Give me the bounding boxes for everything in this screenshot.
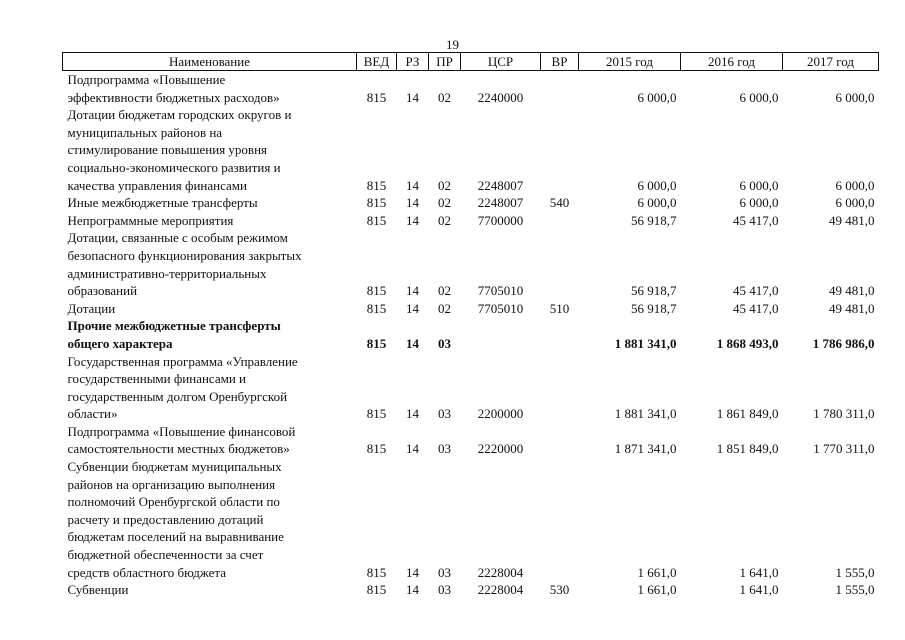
row-name-line: Подпрограмма «Повышение	[67, 72, 226, 87]
row-name-line: Иные межбюджетные трансферты	[67, 195, 258, 211]
row-name	[63, 212, 357, 230]
row-name-line: стимулирование повышения уровня	[67, 142, 268, 158]
row-name-line: области»	[67, 406, 118, 422]
cell-y2015: 56 918,7	[631, 283, 677, 299]
header-rz: РЗ	[397, 53, 429, 71]
cell-rz: 14	[406, 283, 419, 299]
cell-y2017: 6 000,0	[835, 177, 875, 193]
row-name-line: безопасного функционирования закрытых	[67, 247, 302, 263]
row-name-line: полномочий Оренбургской области по	[67, 494, 280, 510]
cell-y2015: 1 871 341,0	[614, 441, 677, 457]
cell-rz: 14	[406, 582, 419, 598]
cell-y2017: 1 780 311,0	[813, 406, 875, 422]
table-row	[63, 106, 879, 194]
cell-y2015: 56 918,7	[631, 300, 677, 316]
row-name-line: расчету и предоставлению дотаций	[67, 511, 264, 527]
row-name-line: социально-экономического развития и	[67, 159, 281, 175]
cell-ved: 815	[366, 582, 387, 598]
header-vr: ВР	[541, 53, 579, 71]
row-name-line: самостоятельности местных бюджетов»	[67, 441, 290, 457]
cell-ved: 815	[366, 89, 387, 105]
cell-vr: 540	[549, 195, 570, 211]
row-name	[63, 317, 357, 352]
header-pr: ПР	[429, 53, 461, 71]
row-name-line: Государственная программа «Управление	[67, 353, 298, 369]
cell-ved: 815	[366, 195, 387, 211]
row-name-line: Дотации	[67, 300, 116, 316]
row-name-line: Непрограммные мероприятия	[67, 212, 234, 228]
row-name	[63, 106, 357, 194]
cell-rz: 14	[406, 177, 419, 193]
row-name-line: Субвенции бюджетам муниципальных	[67, 459, 282, 475]
table-row	[63, 458, 879, 581]
cell-rz: 14	[406, 212, 419, 228]
cell-y2017: 49 481,0	[829, 283, 875, 299]
cell-y2016: 45 417,0	[733, 283, 779, 299]
cell-y2015: 1 881 341,0	[614, 335, 677, 351]
cell-csr	[461, 317, 541, 352]
cell-y2016: 1 641,0	[739, 582, 779, 598]
cell-csr: 7700000	[477, 212, 524, 228]
cell-csr: 7705010	[477, 283, 524, 299]
cell-csr: 7705010	[477, 300, 524, 316]
row-name-line: Дотации, связанные с особым режимом	[67, 230, 288, 246]
cell-y2016: 45 417,0	[733, 212, 779, 228]
row-name	[63, 353, 357, 423]
cell-y2017: 1 770 311,0	[813, 441, 875, 457]
row-name-line: эффективности бюджетных расходов»	[67, 89, 280, 105]
row-name	[63, 71, 357, 107]
cell-vr	[541, 317, 579, 352]
header-2017: 2017 год	[783, 53, 879, 71]
row-name	[63, 423, 357, 458]
cell-csr: 2220000	[477, 441, 524, 457]
cell-y2015: 1 881 341,0	[614, 406, 677, 422]
table-row	[63, 581, 879, 599]
cell-csr: 2228004	[477, 564, 524, 580]
cell-y2016: 1 861 849,0	[716, 406, 779, 422]
table-header	[63, 53, 879, 71]
cell-ved: 815	[366, 300, 387, 316]
cell-csr: 2200000	[477, 406, 524, 422]
header-2016: 2016 год	[681, 53, 783, 71]
cell-y2017: 49 481,0	[829, 212, 875, 228]
row-name	[63, 194, 357, 212]
cell-ved: 815	[366, 283, 387, 299]
row-name-line: бюджетной обеспеченности за счет	[67, 547, 264, 563]
cell-vr	[541, 458, 579, 581]
cell-y2016: 1 641,0	[739, 564, 779, 580]
row-name-line: государственным долгом Оренбургской	[67, 388, 288, 404]
header-csr: ЦСР	[461, 53, 541, 71]
row-name-line: районов на организацию выполнения	[67, 476, 276, 492]
cell-vr	[541, 423, 579, 458]
row-name-line: Прочие межбюджетные трансферты	[67, 318, 281, 334]
cell-y2016: 1 868 493,0	[716, 335, 779, 351]
cell-pr: 03	[438, 406, 451, 422]
cell-y2017: 1 786 986,0	[812, 335, 875, 351]
cell-csr: 2228004	[477, 582, 524, 598]
cell-y2017: 6 000,0	[835, 195, 875, 211]
row-name	[63, 229, 357, 299]
cell-rz: 14	[406, 335, 419, 351]
cell-csr: 2240000	[477, 89, 524, 105]
cell-vr: 510	[549, 300, 570, 316]
row-name-line: Подпрограмма «Повышение финансовой	[67, 423, 296, 439]
cell-pr: 02	[438, 89, 451, 105]
cell-pr: 02	[438, 177, 451, 193]
row-name-line: государственными финансами и	[67, 371, 247, 387]
cell-vr	[541, 212, 579, 230]
cell-csr: 2248007	[477, 195, 524, 211]
row-name-line: Дотации бюджетам городских округов и	[67, 107, 292, 123]
cell-y2015: 6 000,0	[637, 195, 677, 211]
row-name	[63, 300, 357, 318]
cell-y2016: 6 000,0	[739, 195, 779, 211]
cell-vr	[541, 71, 579, 107]
cell-pr: 03	[438, 582, 451, 598]
row-name	[63, 458, 357, 581]
cell-vr	[541, 229, 579, 299]
cell-y2015: 6 000,0	[637, 177, 677, 193]
table-row	[63, 194, 879, 212]
cell-y2016: 6 000,0	[739, 89, 779, 105]
table-row	[63, 300, 879, 318]
table-row	[63, 317, 879, 352]
table-body	[63, 71, 879, 599]
cell-rz: 14	[406, 441, 419, 457]
cell-y2015: 1 661,0	[637, 582, 677, 598]
cell-rz: 14	[406, 300, 419, 316]
cell-vr: 530	[549, 582, 570, 598]
cell-ved: 815	[366, 212, 387, 228]
cell-pr: 02	[438, 195, 451, 211]
cell-pr: 02	[438, 283, 451, 299]
cell-rz: 14	[406, 564, 419, 580]
table-row	[63, 423, 879, 458]
cell-ved: 815	[366, 441, 387, 457]
row-name-line: качества управления финансами	[67, 177, 247, 193]
cell-ved: 815	[366, 335, 387, 351]
cell-pr: 02	[438, 300, 451, 316]
cell-pr: 03	[438, 335, 451, 351]
cell-pr: 03	[438, 441, 451, 457]
cell-y2016: 1 851 849,0	[716, 441, 779, 457]
budget-table	[62, 52, 879, 599]
cell-y2016: 45 417,0	[733, 300, 779, 316]
cell-rz: 14	[406, 406, 419, 422]
cell-y2015: 1 661,0	[637, 564, 677, 580]
page-number: 19	[446, 37, 459, 52]
row-name	[63, 581, 357, 599]
header-2015: 2015 год	[579, 53, 681, 71]
row-name-line: административно-территориальных	[67, 265, 267, 281]
cell-y2015: 6 000,0	[637, 89, 677, 105]
row-name-line: образований	[67, 283, 138, 299]
row-name-line: средств областного бюджета	[67, 564, 227, 580]
row-name-line: Субвенции	[67, 582, 129, 598]
cell-rz: 14	[406, 89, 419, 105]
row-name-line: муниципальных районов на	[67, 124, 223, 140]
table-row	[63, 71, 879, 107]
header-ved: ВЕД	[357, 53, 397, 71]
table-row	[63, 229, 879, 299]
table-row	[63, 212, 879, 230]
header-name: Наименование	[63, 53, 357, 71]
cell-y2017: 6 000,0	[835, 89, 875, 105]
cell-y2017: 1 555,0	[835, 582, 875, 598]
cell-vr	[541, 353, 579, 423]
cell-vr	[541, 106, 579, 194]
cell-y2015: 56 918,7	[631, 212, 677, 228]
cell-rz: 14	[406, 195, 419, 211]
cell-pr: 02	[438, 212, 451, 228]
table-row	[63, 353, 879, 423]
row-name-line: общего характера	[67, 335, 173, 351]
cell-ved: 815	[366, 177, 387, 193]
cell-y2017: 49 481,0	[829, 300, 875, 316]
cell-y2016: 6 000,0	[739, 177, 779, 193]
cell-y2017: 1 555,0	[835, 564, 875, 580]
cell-ved: 815	[366, 564, 387, 580]
cell-ved: 815	[366, 406, 387, 422]
cell-pr: 03	[438, 564, 451, 580]
cell-csr: 2248007	[477, 177, 524, 193]
row-name-line: бюджетам поселений на выравнивание	[67, 529, 284, 545]
